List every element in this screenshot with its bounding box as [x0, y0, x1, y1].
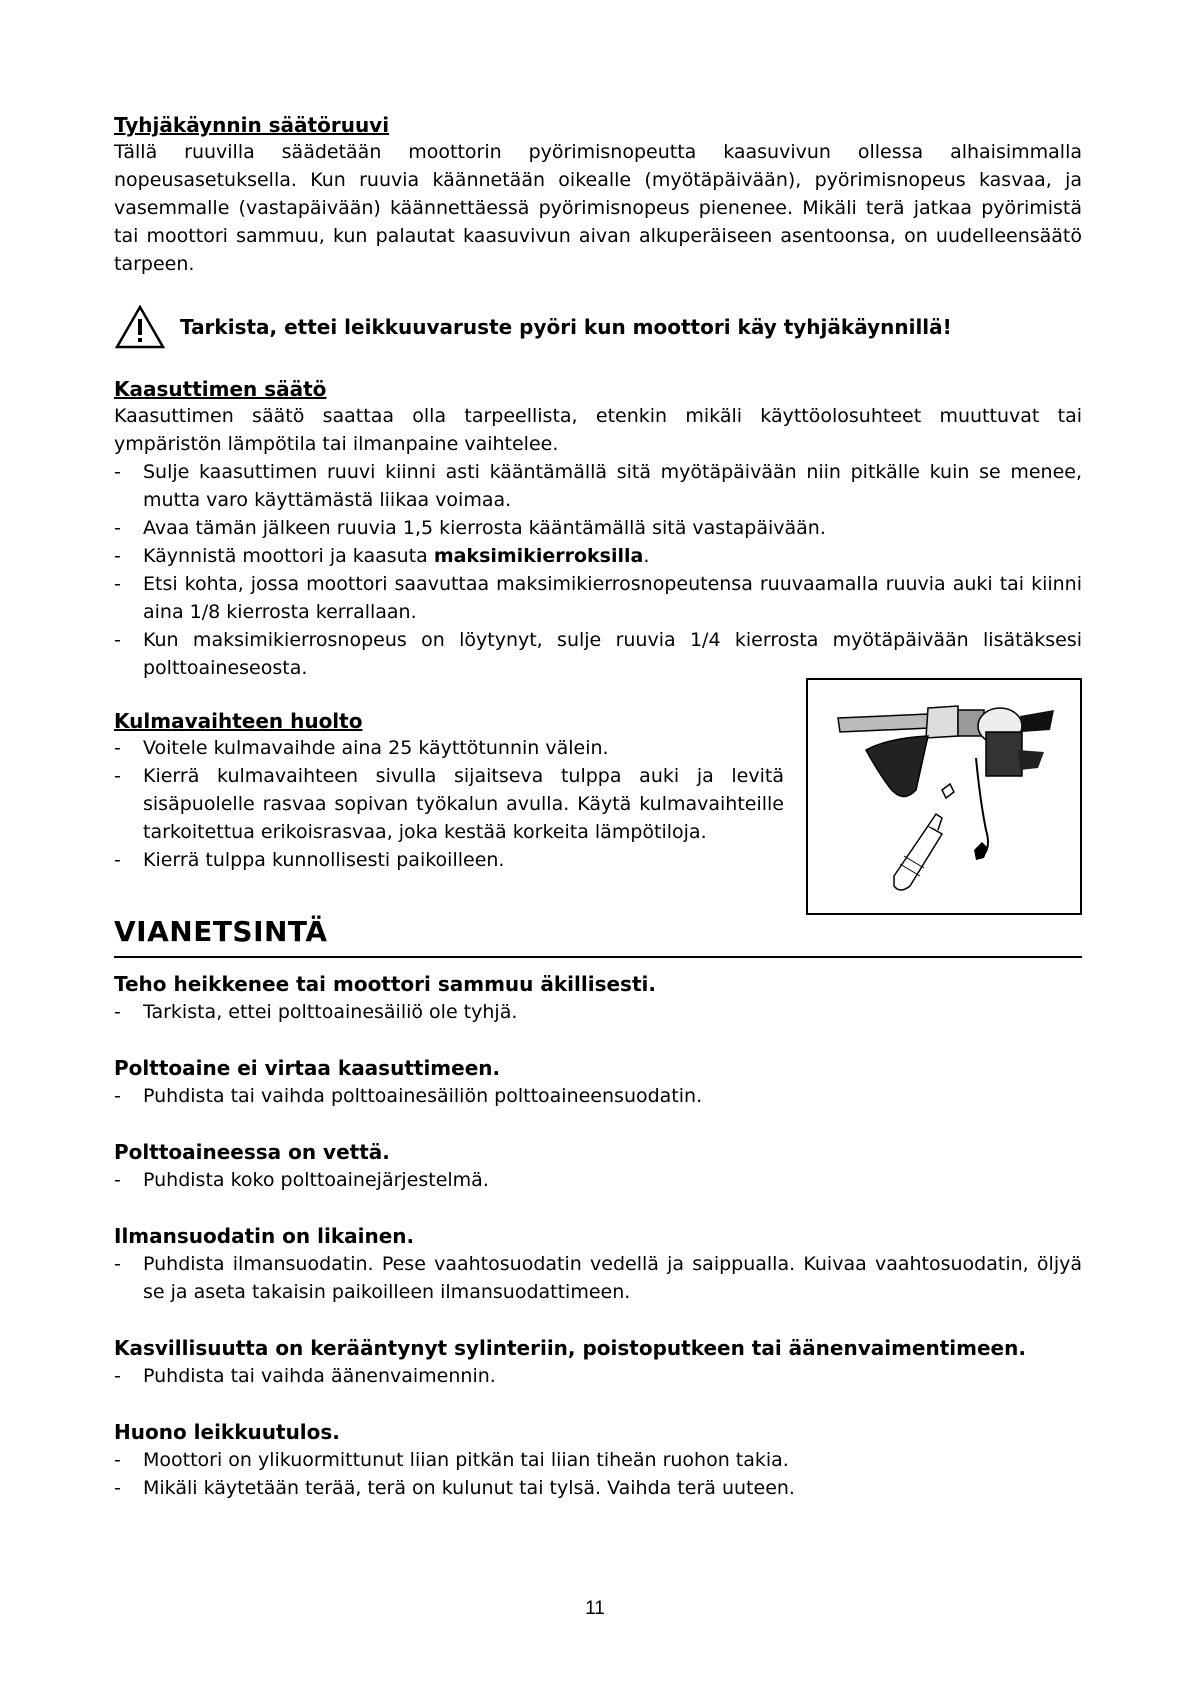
gear-section [114, 708, 1082, 874]
trouble-item [114, 1054, 1082, 1110]
warning-triangle-icon [114, 304, 166, 350]
list-item-text: . [643, 545, 650, 567]
list-item: - Kun maksimikierrosnopeus on löytynyt, sulje ruuvia 1/4 kierrosta myötäpäivään lisätäksesi polttoaineseosta. [114, 626, 1082, 682]
gear-head-illustration [806, 678, 1082, 915]
list-item: - Etsi kohta, jossa moottori saavuttaa maksimikierrosnopeutensa ruuvaamalla ruuvia auki tai kiinni aina 1/8 kierrosta kerrallaan. [114, 570, 1082, 626]
trouble-heading: Teho heikkenee tai moottori sammuu äkillisesti. [114, 972, 656, 996]
list-item-text: Käynnistä moottori ja kaasuta [143, 545, 434, 567]
gear-steps [114, 734, 784, 874]
gear-heading: Kulmavaihteen huolto [114, 709, 363, 733]
list-item [114, 542, 1082, 570]
list-item: - Puhdista tai vaihda polttoainesäiliön polttoaineensuodatin. [114, 1082, 1082, 1110]
trouble-heading: Polttoaine ei virtaa kaasuttimeen. [114, 1056, 501, 1080]
list-item: - Puhdista ilmansuodatin. Pese vaahtosuodatin vedellä ja saippualla. Kuivaa vaahtosuodatin, öljyä se ja aseta takaisin paikoilleen ilmansuodattimeen. [114, 1250, 1082, 1306]
list-item: - Puhdista koko polttoainejärjestelmä. [114, 1166, 1082, 1194]
carburettor-intro: Kaasuttimen säätö saattaa olla tarpeellista, etenkin mikäli käyttöolosuhteet muuttuvat tai ympäristön lämpötila tai ilmanpaine vaihtelee. [114, 405, 1082, 455]
list-item: - Puhdista tai vaihda äänenvaimennin. [114, 1362, 1082, 1390]
trouble-item [114, 1222, 1082, 1306]
list-item: - Sulje kaasuttimen ruuvi kiinni asti kääntämällä sitä myötäpäivään niin pitkälle kuin se menee, mutta varo käyttämästä liikaa voimaa. [114, 458, 1082, 514]
list-item: - Tarkista, ettei polttoainesäiliö ole tyhjä. [114, 998, 1082, 1026]
page-number: 11 [585, 1598, 605, 1619]
troubleshooting-title: VIANETSINTÄ [114, 915, 328, 948]
list-item: - Avaa tämän jälkeen ruuvia 1,5 kierrosta kääntämällä sitä vastapäivään. [114, 514, 1082, 542]
trouble-item [114, 970, 1082, 1026]
carburettor-steps [114, 458, 1082, 682]
trouble-heading: Huono leikkuutulos. [114, 1420, 340, 1444]
trouble-item [114, 1138, 1082, 1194]
trouble-heading: Kasvillisuutta on kerääntynyt sylinteriin, poistoputkeen tai äänenvaimentimeen. [114, 1336, 1026, 1360]
page-content [114, 112, 1082, 1530]
idle-screw-heading: Tyhjäkäynnin säätöruuvi [114, 113, 390, 137]
list-item: - Kierrä kulmavaihteen sivulla sijaitseva tulppa auki ja levitä sisäpuolelle rasvaa sopivan työkalun avulla. Käytä kulmavaihteille tarkoitettua erikoisrasvaa, joka kestää korkeita lämpötiloja. [114, 762, 784, 846]
gear-head-drawing-icon [808, 680, 1080, 913]
trouble-heading: Polttoaineessa on vettä. [114, 1140, 390, 1164]
warning-text: Tarkista, ettei leikkuuvaruste pyöri kun moottori käy tyhjäkäynnillä! [180, 315, 952, 339]
trouble-item [114, 1334, 1082, 1390]
list-item: - Mikäli käytetään terää, terä on kulunut tai tylsä. Vaihda terä uuteen. [114, 1474, 1082, 1502]
trouble-item [114, 1418, 1082, 1502]
list-item: - Kierrä tulppa kunnollisesti paikoilleen. [114, 846, 784, 874]
idle-screw-body: Tällä ruuvilla säädetään moottorin pyörimisnopeutta kaasuvivun ollessa alhaisimmalla nopeusasetuksella. Kun ruuvia käännetään oikealle (myötäpäivään), pyörimisnopeus kasvaa, ja vasemmalle (vastapäivään) käännettäessä pyörimisnopeus pienenee. Mikäli terä jatkaa pyörimistä tai moottori sammuu, kun palautat kaasuvivun aivan alkuperäiseen asentoonsa, on uudelleensäätö tarpeen. [114, 141, 1082, 275]
title-divider [114, 956, 1082, 958]
carburettor-heading: Kaasuttimen säätö [114, 377, 327, 401]
list-item-bold: maksimikierroksilla [433, 545, 644, 567]
list-item: - Moottori on ylikuormittunut liian pitkän tai liian tiheän ruohon takia. [114, 1446, 1082, 1474]
warning-note [114, 304, 1082, 350]
list-item: - Voitele kulmavaihde aina 25 käyttötunnin välein. [114, 734, 784, 762]
trouble-heading: Ilmansuodatin on likainen. [114, 1224, 415, 1248]
